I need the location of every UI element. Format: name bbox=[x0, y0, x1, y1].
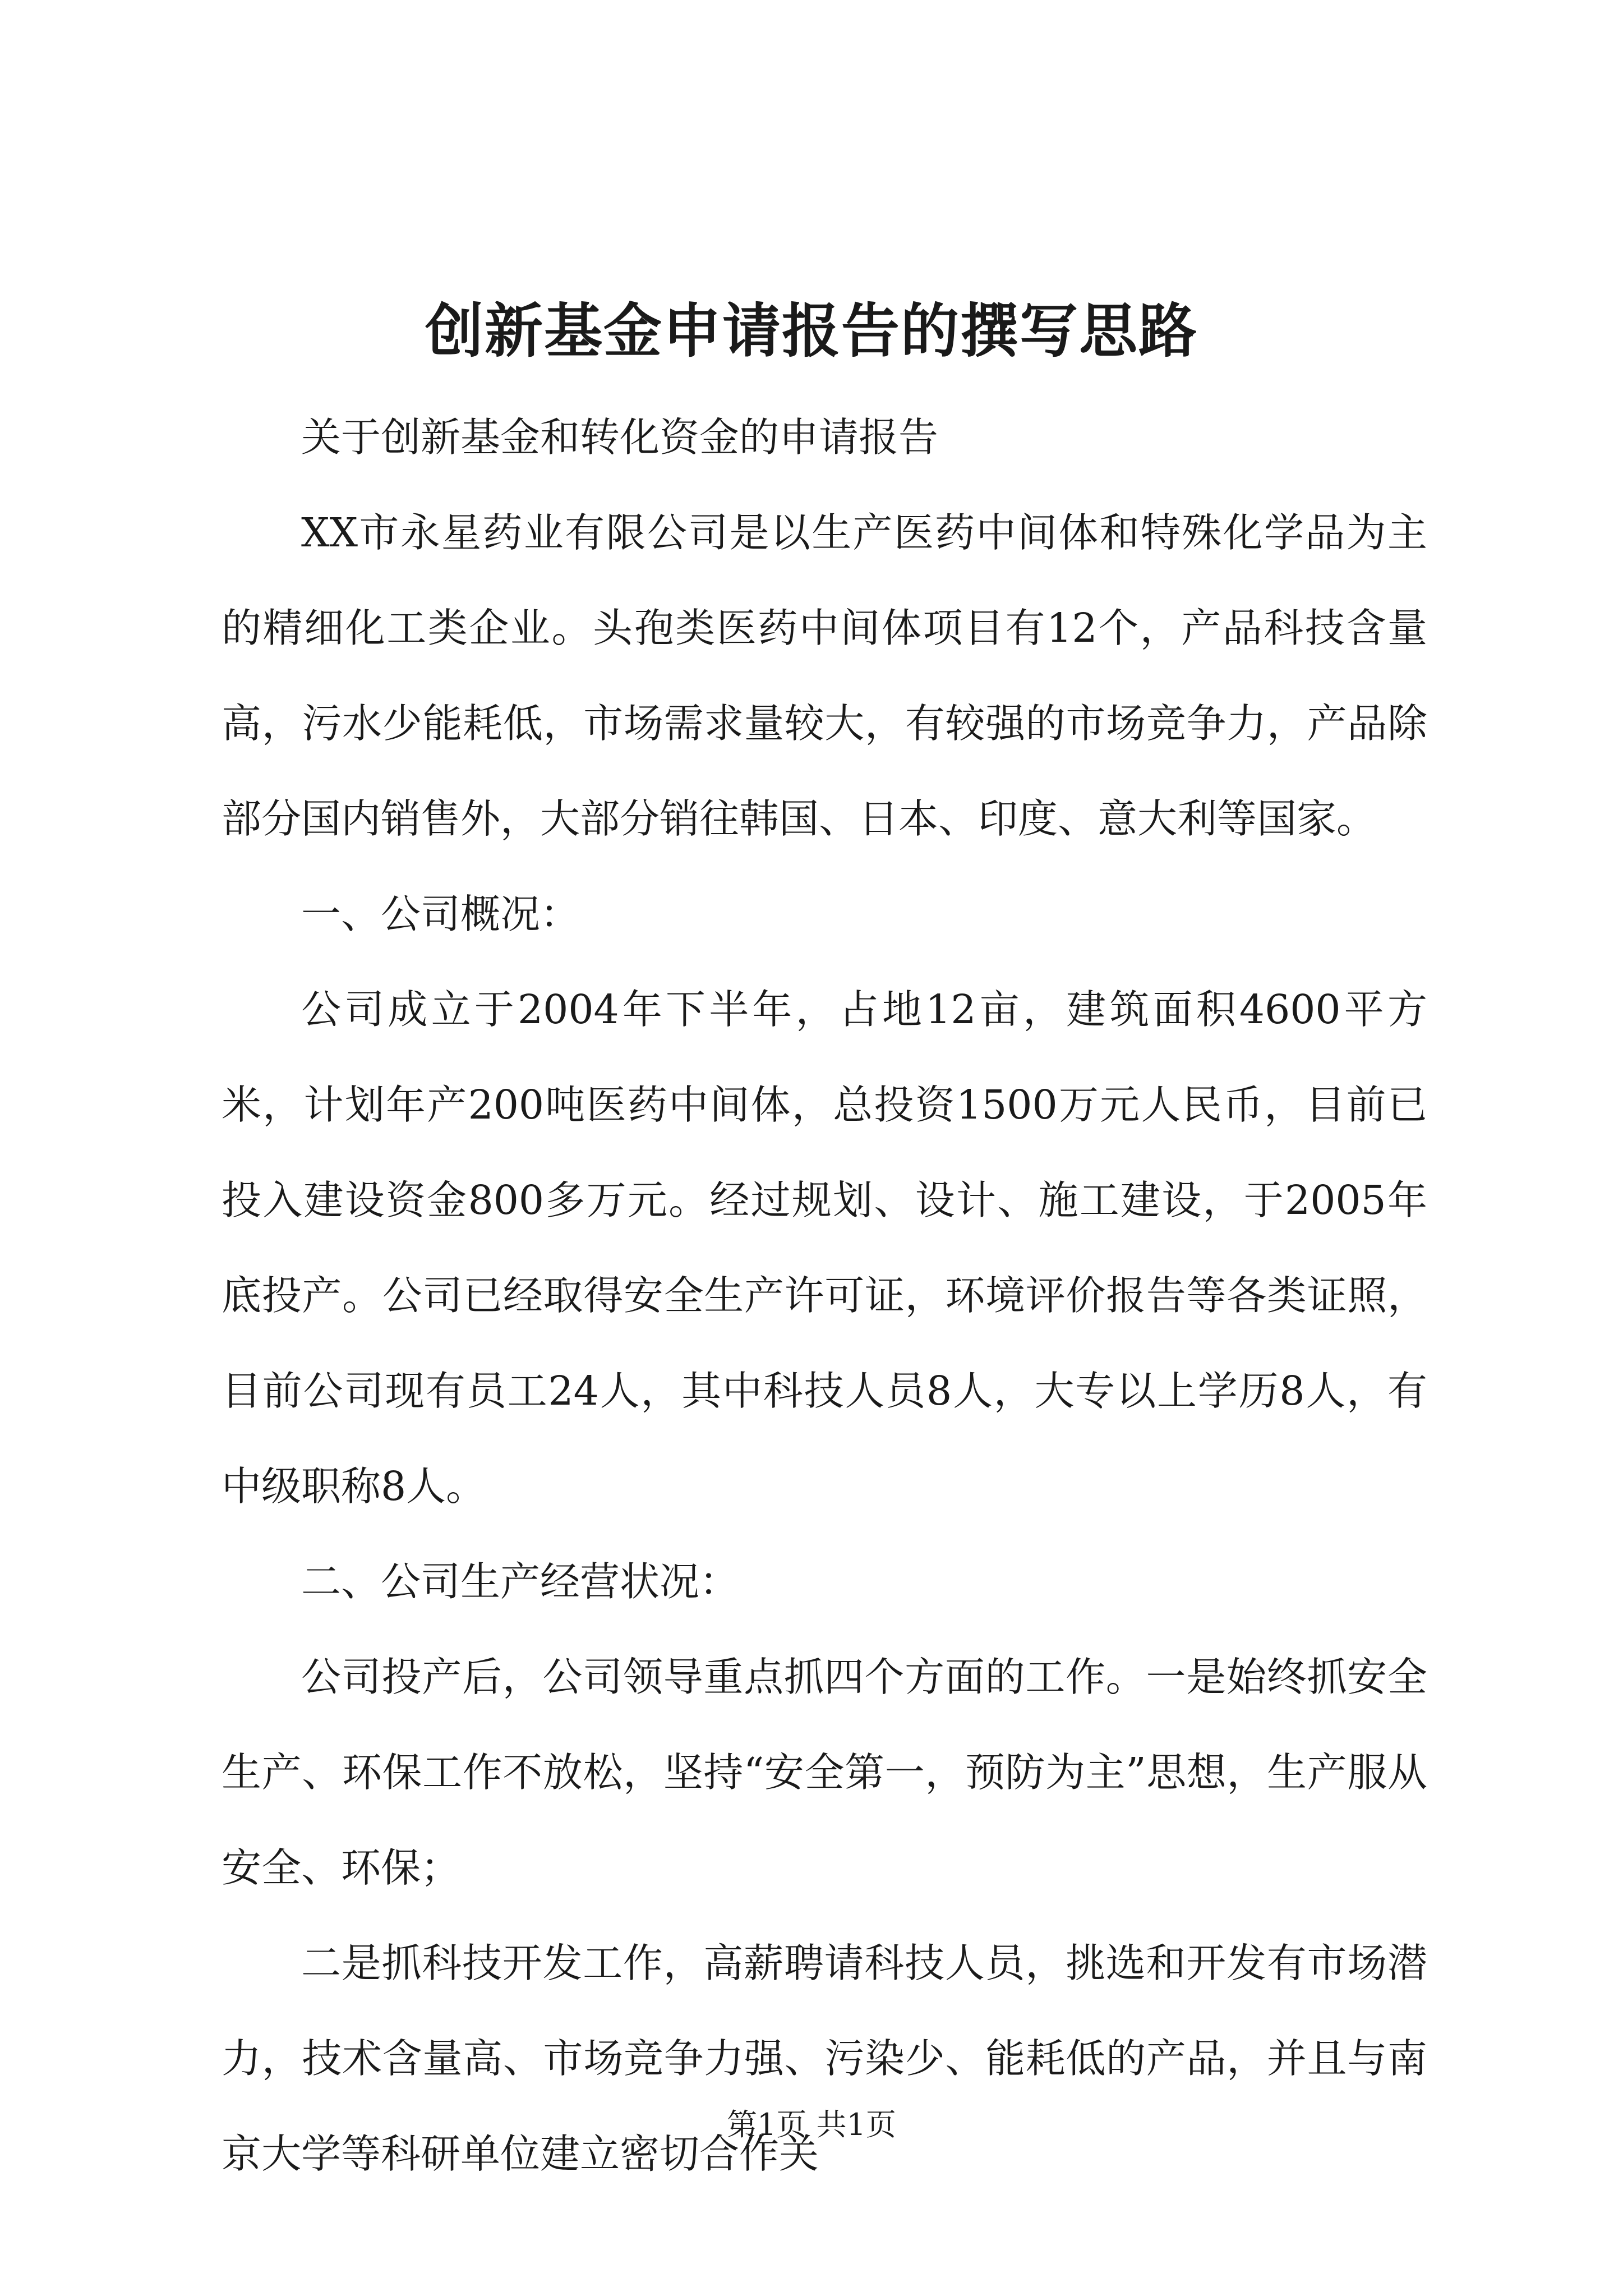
body-paragraph: 公司成立于2004年下半年，占地12亩，建筑面积4600平方米，计划年产200吨医药中间体，总投资1500万元人民币，目前已投入建设资金800多万元。经过规划、设计、施工建设，于2005年底投产。公司已经取得安全生产许可证，环境评价报告等各类证照，目前公司现有员工24人，其中科技人员8人，大专以上学历8人，有中级职称8人。 bbox=[222, 986, 1427, 1510]
body-paragraph: XX市永星药业有限公司是以生产医药中间体和特殊化学品为主的精细化工类企业。头孢类医药中间体项目有12个，产品科技含量高，污水少能耗低，市场需求量较大，有较强的市场竞争力，产品除部分国内销售外，大部分销往韩国、日本、印度、意大利等国家。 bbox=[222, 509, 1427, 842]
page-footer: 第1页 共1页 bbox=[727, 2107, 896, 2142]
section-heading: 二、公司生产经营状况： bbox=[301, 1558, 740, 1605]
body-paragraph: 关于创新基金和转化资金的申请报告 bbox=[301, 414, 939, 461]
document-title: 创新基金申请报告的撰写思路 bbox=[425, 296, 1198, 365]
section-heading: 一、公司概况： bbox=[301, 891, 580, 937]
body-paragraph: 公司投产后，公司领导重点抓四个方面的工作。一是始终抓安全生产、环保工作不放松，坚持“安全第一，预防为主”思想，生产服从安全、环保； bbox=[222, 1654, 1427, 1891]
body-paragraph: 二是抓科技开发工作，高薪聘请科技人员，挑选和开发有市场潜力，技术含量高、市场竞争力强、污染少、能耗低的产品，并且与南京大学等科研单位建立密切合作关 bbox=[222, 1940, 1427, 2177]
document-body bbox=[222, 390, 1427, 2202]
